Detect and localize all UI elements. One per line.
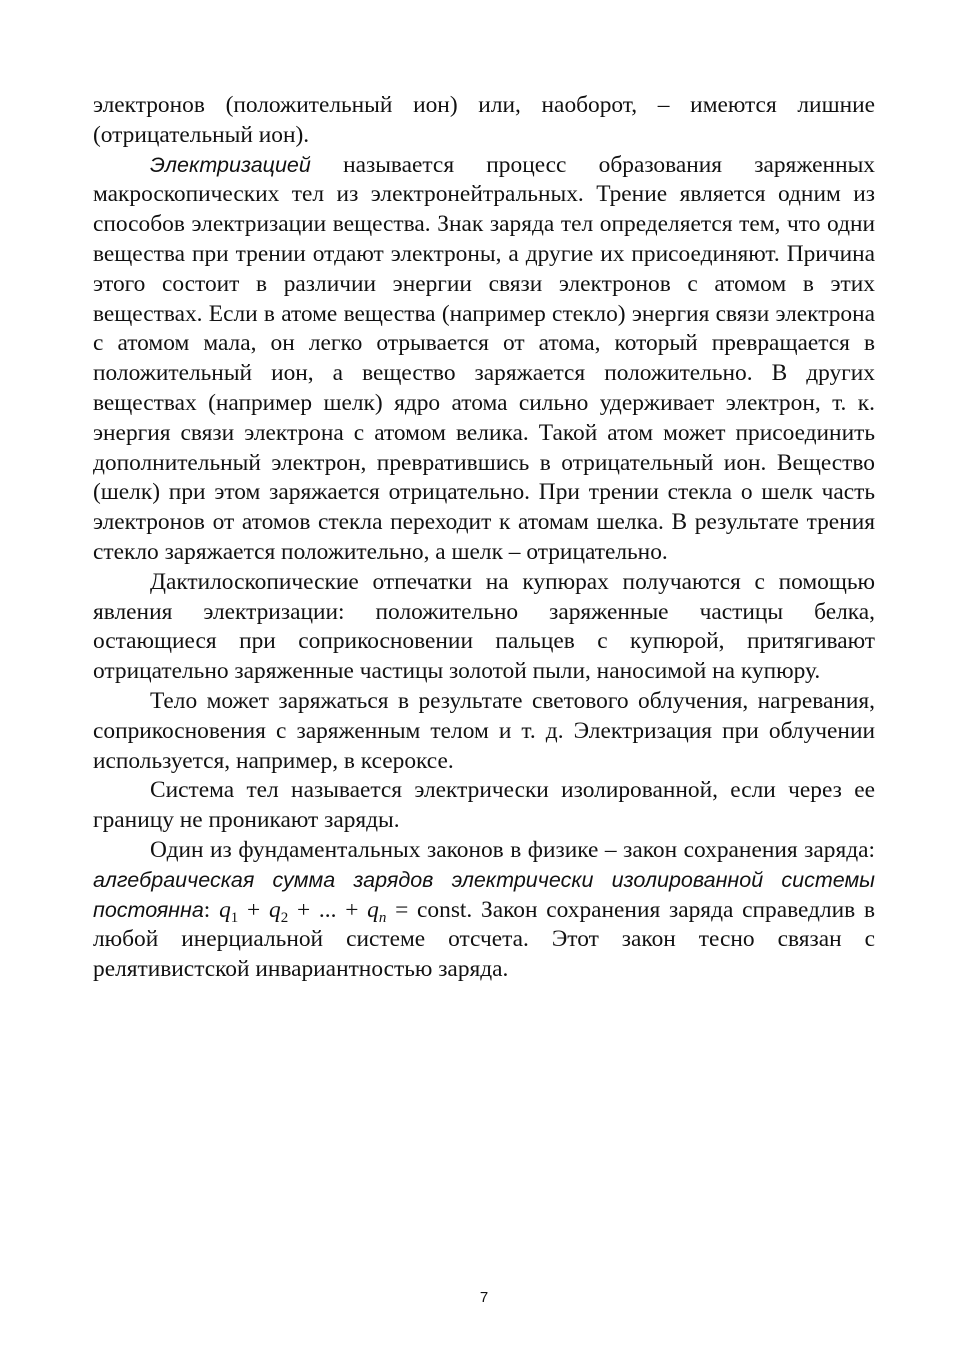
document-body <box>93 91 875 985</box>
paragraph-charging: Тело может заряжаться в результате светового облучения, нагревания, соприкосновения с заряженным телом и т. д. Электризация при облучении используется, например, в ксероксе. <box>93 687 875 774</box>
paragraph-fingerprints: Дактилоскопические отпечатки на купюрах получаются с помощью явления электризации: положительно заряженные частицы белка, остающиеся при соприкосновении пальцев с купюрой, притягивают отрицательно заряженные частицы золотой пыли, наносимой на купюру. <box>93 568 875 685</box>
paragraph-isolated-system: Система тел называется электрически изолированной, если через ее границу не проникают заряды. <box>93 777 875 834</box>
conservation-text: . Закон сохранения заряда справедлив в любой инерциальной системе отсчета. Этот закон тесно связан с релятивистской инвариантностью заряда. <box>93 896 875 983</box>
term-electrization: Электризацией <box>150 152 311 177</box>
conservation-intro: Один из фундаментальных законов в физике – закон сохранения заряда: <box>150 836 875 863</box>
charge-conservation-formula: $q_1 + q_2$ + ... + $q_n$ = const <box>219 896 467 926</box>
page-number: 7 <box>479 1289 489 1306</box>
conservation-colon: : <box>203 896 220 923</box>
paragraph-conservation-law <box>93 836 875 985</box>
paragraph-electrization <box>93 151 875 568</box>
paragraph-ions: электронов (положительный ион) или, наоборот, – имеются лишние (отрицательный ион). <box>93 92 875 148</box>
paragraph-electrization-text: называется процесс образования заряженных макроскопических тел из электронейтральных. Трение является одним из способов электризации вещества. Знак заряда тел определяется тем, что одни вещества при трении отдают электроны, а другие их присоединяют. Причина этого состоит в различии энергии связи электронов с атомом в этих веществах. Если в атоме вещества (например стекло) энергия связи электрона с атомом мала, он легко отрывается от атома, который превращается в положительный ион, а вещество заряжается положительно. В других веществах (например шелк) ядро атома сильно удерживает электрон, т. к. энергия связи электрона с атомом велика. Такой атом может присоединить дополнительный электрон, превратившись в отрицательный ион. Вещество (шелк) при этом заряжается отрицательно. При трении стекла о шелк часть электронов от атомов стекла переходит к атомам шелка. В результате трения стекло заряжается положительно, а шелк – отрицательно. <box>93 151 875 565</box>
conservation-law-statement: алгебраическая сумма зарядов электрически изолированной системы постоянна <box>93 867 875 922</box>
